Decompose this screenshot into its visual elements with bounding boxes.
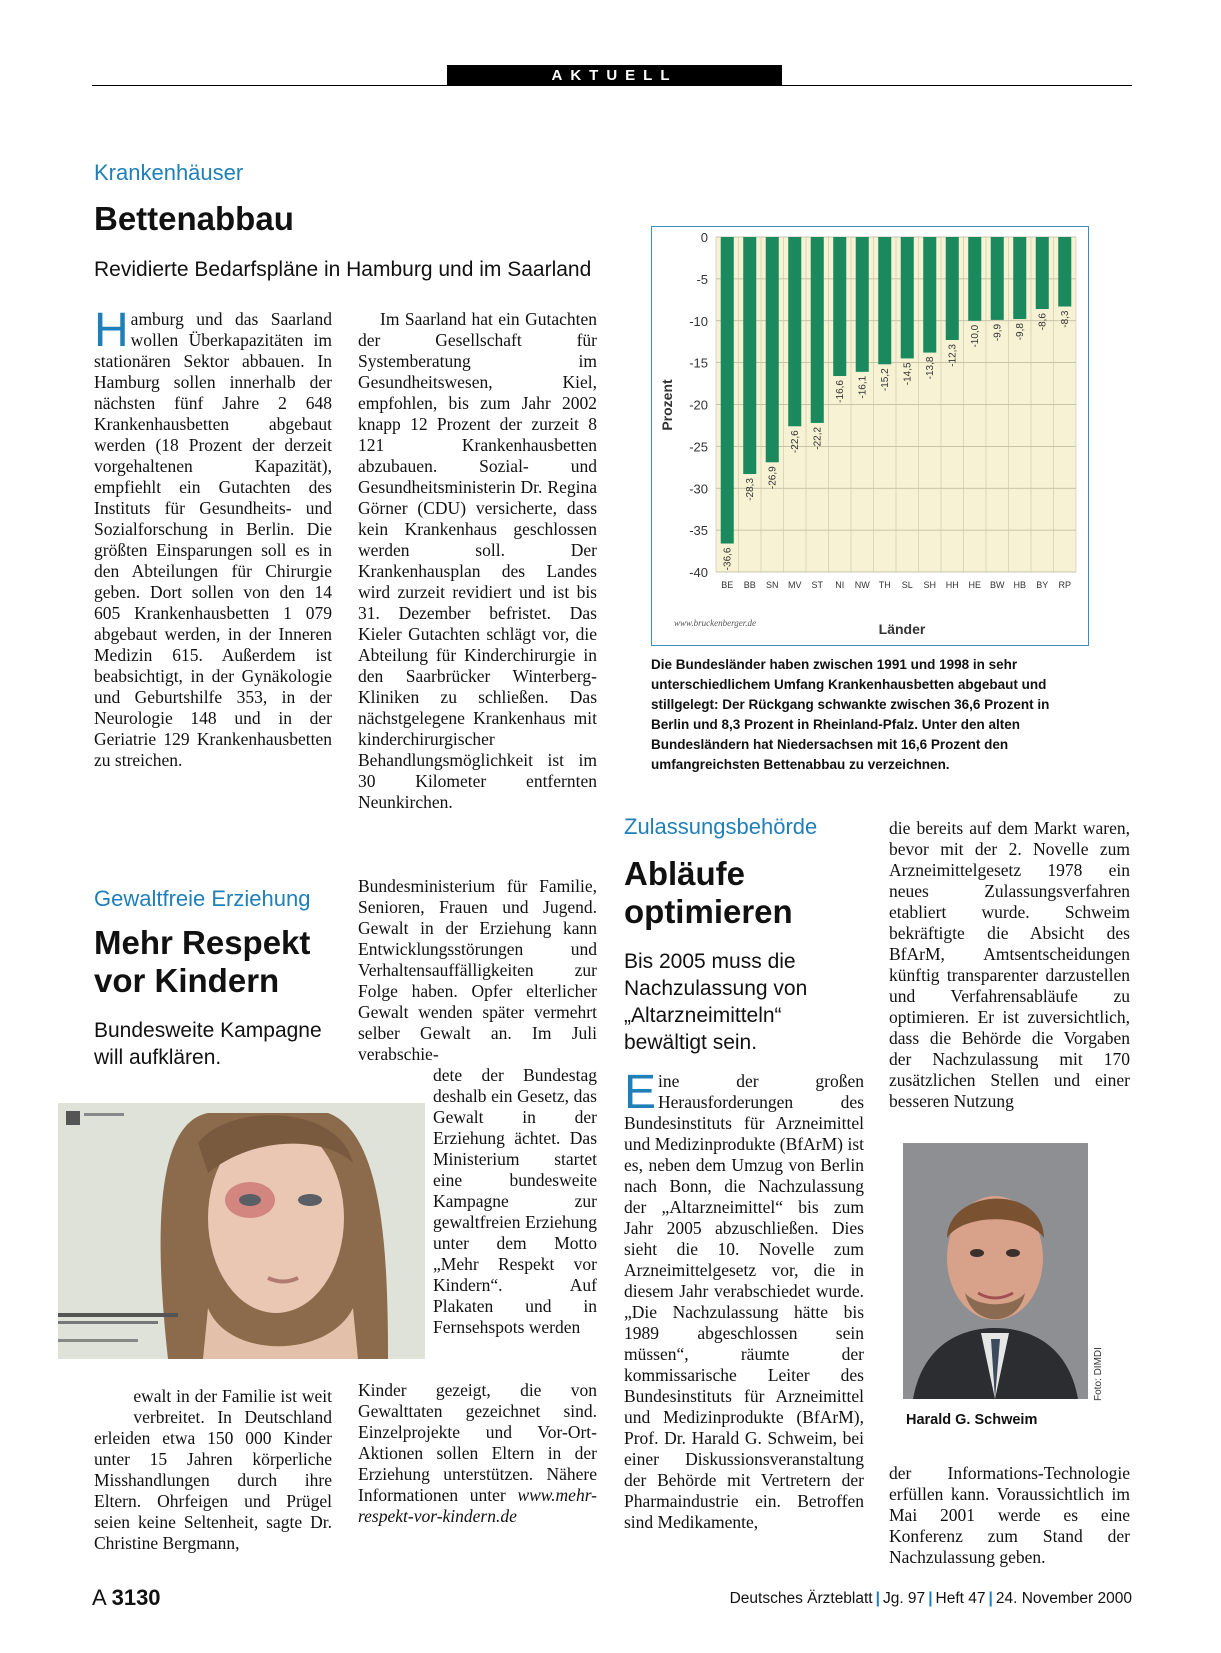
page-prefix: A <box>92 1585 106 1610</box>
article3-headline-line2: optimieren <box>624 893 793 930</box>
bar-SH <box>923 237 936 353</box>
bar-BB <box>743 237 756 474</box>
journal-volume: Jg. 97 <box>882 1590 926 1607</box>
article1-dropcap: H <box>94 304 129 357</box>
bar-value-label: -10,0 <box>969 324 981 348</box>
campaign-url[interactable]: www.mehr-respekt-vor-kindern.de <box>358 1485 597 1526</box>
article3-col2-bottom-text: der Informations-Technologie erfüllen kann. Voraussichtlich im Mai 2001 werde es eine Konferenz zum Stand der Nachzulassung geben. <box>889 1463 1130 1567</box>
article2-dropcap: G <box>94 1381 132 1434</box>
article1-column-2 <box>358 309 597 813</box>
x-tick-label: BY <box>1036 580 1049 590</box>
chart-source: www.bruckenberger.de <box>674 618 756 628</box>
section-label: AKTUELL <box>447 65 782 86</box>
portrait-illustration <box>903 1143 1088 1399</box>
y-tick-label: -20 <box>689 397 708 413</box>
bar-RP <box>1058 237 1071 307</box>
y-tick-label: -30 <box>689 481 708 497</box>
article3-column-2-bottom <box>889 1463 1130 1568</box>
bar-value-label: -8,6 <box>1037 313 1049 331</box>
bar-HH <box>946 237 959 340</box>
chart-y-axis-label: Prozent <box>659 379 675 431</box>
article3-kicker: Zulassungsbehörde <box>624 814 818 839</box>
x-tick-label: MV <box>788 580 802 590</box>
y-tick-label: 0 <box>700 230 708 245</box>
child-face-illustration <box>58 1103 425 1359</box>
article3-dropcap: E <box>624 1066 657 1119</box>
y-tick-label: -40 <box>689 565 708 580</box>
bed-reduction-chart <box>651 226 1089 646</box>
bar-value-label: -15,2 <box>879 368 891 392</box>
y-tick-label: -10 <box>689 313 708 329</box>
journal-name: Deutsches Ärzteblatt <box>729 1590 873 1607</box>
article2-subhead <box>94 1017 322 1071</box>
article2-col2-narrow-text: dete der Bundestag deshalb ein Gesetz, das Gewalt in der Erziehung ächtet. Das Ministerium startet eine bundesweite Kampagne zur gewaltfreien Erziehung unter dem Motto „Mehr Respekt vor Kindern“. Auf Plakaten und in Fernsehspots werden <box>433 1065 597 1337</box>
separator: | <box>988 1590 993 1607</box>
chart-x-axis-label: Länder <box>878 621 926 637</box>
article3-col2-top-text: die bereits auf dem Markt waren, bevor mit der 2. Novelle zum Arzneimittelgesetz 1978 ein neues Zulassungsverfahren etabliert wurde. Schweim bekräftigte die Absicht des BfArM, Amtsentscheidungen künftig transparenter darzustellen und Verfahrensabläufe zu optimieren. Er ist zuversichtlich, dass die Behörde die Vorgaben der Nachzulassung mit 170 zusätzlichen Stellen und einer besseren Nutzung <box>889 818 1130 1111</box>
article1-kicker: Krankenhäuser <box>94 160 244 185</box>
bar-BW <box>991 237 1004 320</box>
article2-column-1 <box>94 1381 332 1554</box>
bar-value-label: -22,2 <box>812 426 824 450</box>
chart-svg <box>652 227 1088 645</box>
x-tick-label: BW <box>990 580 1005 590</box>
chart-x-ticks <box>721 580 1071 590</box>
journal-issue: Heft 47 <box>935 1590 986 1607</box>
x-tick-label: TH <box>878 580 891 590</box>
x-tick-label: SN <box>765 580 779 590</box>
article2-subhead-line2: will aufklären. <box>94 1046 222 1069</box>
article1-column-1 <box>94 304 332 771</box>
bar-ST <box>811 237 824 423</box>
x-tick-label: HE <box>968 580 982 590</box>
article3-col1-text: ine der großen Herausforderungen des Bundesinstituts für Arzneimittel und Medizinprodukte (BfArM) ist es, neben dem Umzug von Berlin nach Bonn, die Nachzulassung der „Altarzneimittel“ bis zum Jahr 2005 abzuschließen. Dies sieht die 10. Novelle zum Arzneimittelgesetz vor, die in diesem Jahr verabschiedet wurde. „Die Nachzulassung hätte bis 1989 abgeschlossen sein müssen“, räumte der kommissarische Leiter des Bundesinstituts für Arzneimittel und Medizinprodukte (BfArM), Prof. Dr. Harald G. Schweim, bei einer Diskussionsveranstaltung der Behörde mit Vertretern der Pharmaindustrie ein. Betroffen sind Medikamente, <box>624 1071 864 1532</box>
bar-MV <box>788 237 801 426</box>
portrait-photo <box>903 1143 1088 1399</box>
article1-col1-text: amburg und das Saarland wollen Überkapazitäten im stationären Sektor abbauen. In Hamburg sollen innerhalb der nächsten fünf Jahre 2 648 Krankenhausbetten abgebaut werden (18 Prozent der derzeit vorgehaltenen Kapazität), empfiehlt ein Gutachten des Instituts für Gesundheits- und Sozialforschung in Berlin. Die größten Einsparungen soll es in den Abteilungen für Chirurgie geben. Dort sollen von den 14 605 Krankenhausbetten 1 079 abgebaut werden, in der Inneren Medizin 615. Außerdem ist beabsichtigt, in der Gynäkologie und Geburtshilfe 353, in der Neurologie 148 und in der Geriatrie 129 Krankenhausbetten zu streichen. <box>94 309 332 770</box>
article3-headline <box>624 855 793 931</box>
bar-value-label: -16,6 <box>834 380 846 403</box>
article2-headline <box>94 924 310 1000</box>
article1-subhead: Revidierte Bedarfspläne in Hamburg und im Saarland <box>94 258 592 281</box>
article1-headline: Bettenabbau <box>94 200 294 237</box>
bar-value-label: -8,3 <box>1059 310 1071 328</box>
portrait-caption: Harald G. Schweim <box>906 1412 1038 1428</box>
article2-headline-line1: Mehr Respekt <box>94 924 311 961</box>
x-tick-label: RP <box>1058 580 1072 590</box>
page-number-value: 3130 <box>111 1585 161 1610</box>
bar-NW <box>856 237 869 372</box>
separator: | <box>875 1590 880 1607</box>
x-tick-label: SH <box>923 580 937 590</box>
article2-column-2-bottom <box>358 1380 597 1527</box>
chart-caption: Die Bundesländer haben zwischen 1991 und 1998 in sehr unterschiedlichem Umfang Krankenhausbetten abgebaut und stillgelegt: Der Rückgang schwankte zwischen 36,6 Prozent in Berlin und 8,3 Prozent in Rheinland-Pfalz. Unter den alten Bundesländern hat Niedersachsen mit 16,6 Prozent den umfangreichsten Bettenabbau zu verzeichnen. <box>651 657 1050 772</box>
article2-col1-text: ewalt in der Familie ist weit verbreitet. In Deutschland erleiden etwa 150 000 Kinder unter 15 Jahren körperliche Misshandlungen durch ihre Eltern. Ohrfeigen und Prügel seien keine Seltenheit, sagte Dr. Christine Bergmann, <box>94 1386 332 1553</box>
bar-value-label: -9,9 <box>992 323 1004 342</box>
x-tick-label: HB <box>1013 580 1027 590</box>
y-tick-label: -5 <box>696 271 708 287</box>
bar-value-label: -12,3 <box>947 344 959 367</box>
bar-value-label: -26,9 <box>767 466 779 490</box>
y-tick-label: -15 <box>689 355 708 371</box>
x-tick-label: BE <box>721 580 734 590</box>
article2-col2-top-text: Bundesministerium für Familie, Senioren, Frauen und Jugend. Gewalt in der Erziehung kann Entwicklungsstörungen und Verhaltensauffälligkeiten zur Folge haben. Opfer elterlicher Gewalt wenden später vermehrt selber Gewalt an. Im Juli verabschie- <box>358 876 597 1064</box>
bar-TH <box>878 237 891 364</box>
article2-column-2-narrow <box>433 1065 597 1338</box>
bar-BE <box>721 237 734 544</box>
article2-col2-bottom-text: Kinder gezeigt, die von Gewalttaten gezeichnet sind. Einzelprojekte und Vor-Ort-Aktionen sollen Eltern in der Erziehung unterstützen. Nähere Informationen unter <box>358 1380 597 1505</box>
x-tick-label: SL <box>901 580 913 590</box>
separator: | <box>928 1590 933 1607</box>
article2-column-2-top <box>358 876 597 1065</box>
x-tick-label: ST <box>811 580 824 590</box>
bar-NI <box>833 237 846 376</box>
page-number <box>92 1585 161 1611</box>
article2-headline-line2: vor Kindern <box>94 962 280 999</box>
bar-SN <box>766 237 779 462</box>
bar-value-label: -13,8 <box>924 356 936 380</box>
bar-BY <box>1036 237 1049 309</box>
bar-HB <box>1013 237 1026 319</box>
y-tick-label: -25 <box>689 439 708 455</box>
bar-value-label: -36,6 <box>722 547 734 571</box>
article3-column-1 <box>624 1066 864 1533</box>
bar-SL <box>901 237 914 358</box>
journal-info <box>730 1590 1132 1608</box>
x-tick-label: NI <box>835 580 845 590</box>
bar-HE <box>968 237 981 321</box>
x-tick-label: NW <box>854 580 870 590</box>
article3-headline-line1: Abläufe <box>624 855 746 892</box>
bar-value-label: -14,5 <box>902 362 914 386</box>
bar-value-label: -9,8 <box>1014 323 1026 341</box>
bar-value-label: -22,6 <box>789 430 801 454</box>
x-tick-label: BB <box>743 580 756 590</box>
article3-subhead: Bis 2005 muss die Nachzulassung von „Altarzneimitteln“ bewältigt sein. <box>624 950 808 1054</box>
bar-value-label: -28,3 <box>744 478 756 501</box>
chart-y-ticks <box>689 230 708 580</box>
x-tick-label: HH <box>945 580 959 590</box>
photo-credit: Foto: DIMDI <box>1093 1347 1104 1401</box>
article3-column-2-top <box>889 818 1130 1112</box>
article1-col2-text: Im Saarland hat ein Gutachten der Gesellschaft für Systemberatung im Gesundheitswesen, Kiel, empfohlen, bis zum Jahr 2002 knapp 12 Prozent der zurzeit 8 121 Krankenhausbetten abzubauen. Sozial- und Gesundheitsministerin Dr. Regina Görner (CDU) versicherte, dass kein Krankenhaus geschlossen werden soll. Der Krankenhausplan des Landes wird zurzeit revidiert und ist bis 31. Dezember befristet. Das Kieler Gutachten schlägt vor, die Abteilung für Kinderchirurgie in den Saarbrücker Winterberg-Kliniken zu schließen. Das nächstgelegene Krankenhaus mit kinderchirurgischer Behandlungsmöglichkeit ist im 30 Kilometer entfernten Neunkirchen. <box>358 309 597 812</box>
bar-value-label: -16,1 <box>857 375 869 399</box>
campaign-poster-photo <box>58 1103 425 1359</box>
journal-date: 24. November 2000 <box>995 1590 1132 1607</box>
article2-subhead-line1: Bundesweite Kampagne <box>94 1019 322 1042</box>
article2-kicker: Gewaltfreie Erziehung <box>94 886 311 911</box>
y-tick-label: -35 <box>689 523 708 539</box>
